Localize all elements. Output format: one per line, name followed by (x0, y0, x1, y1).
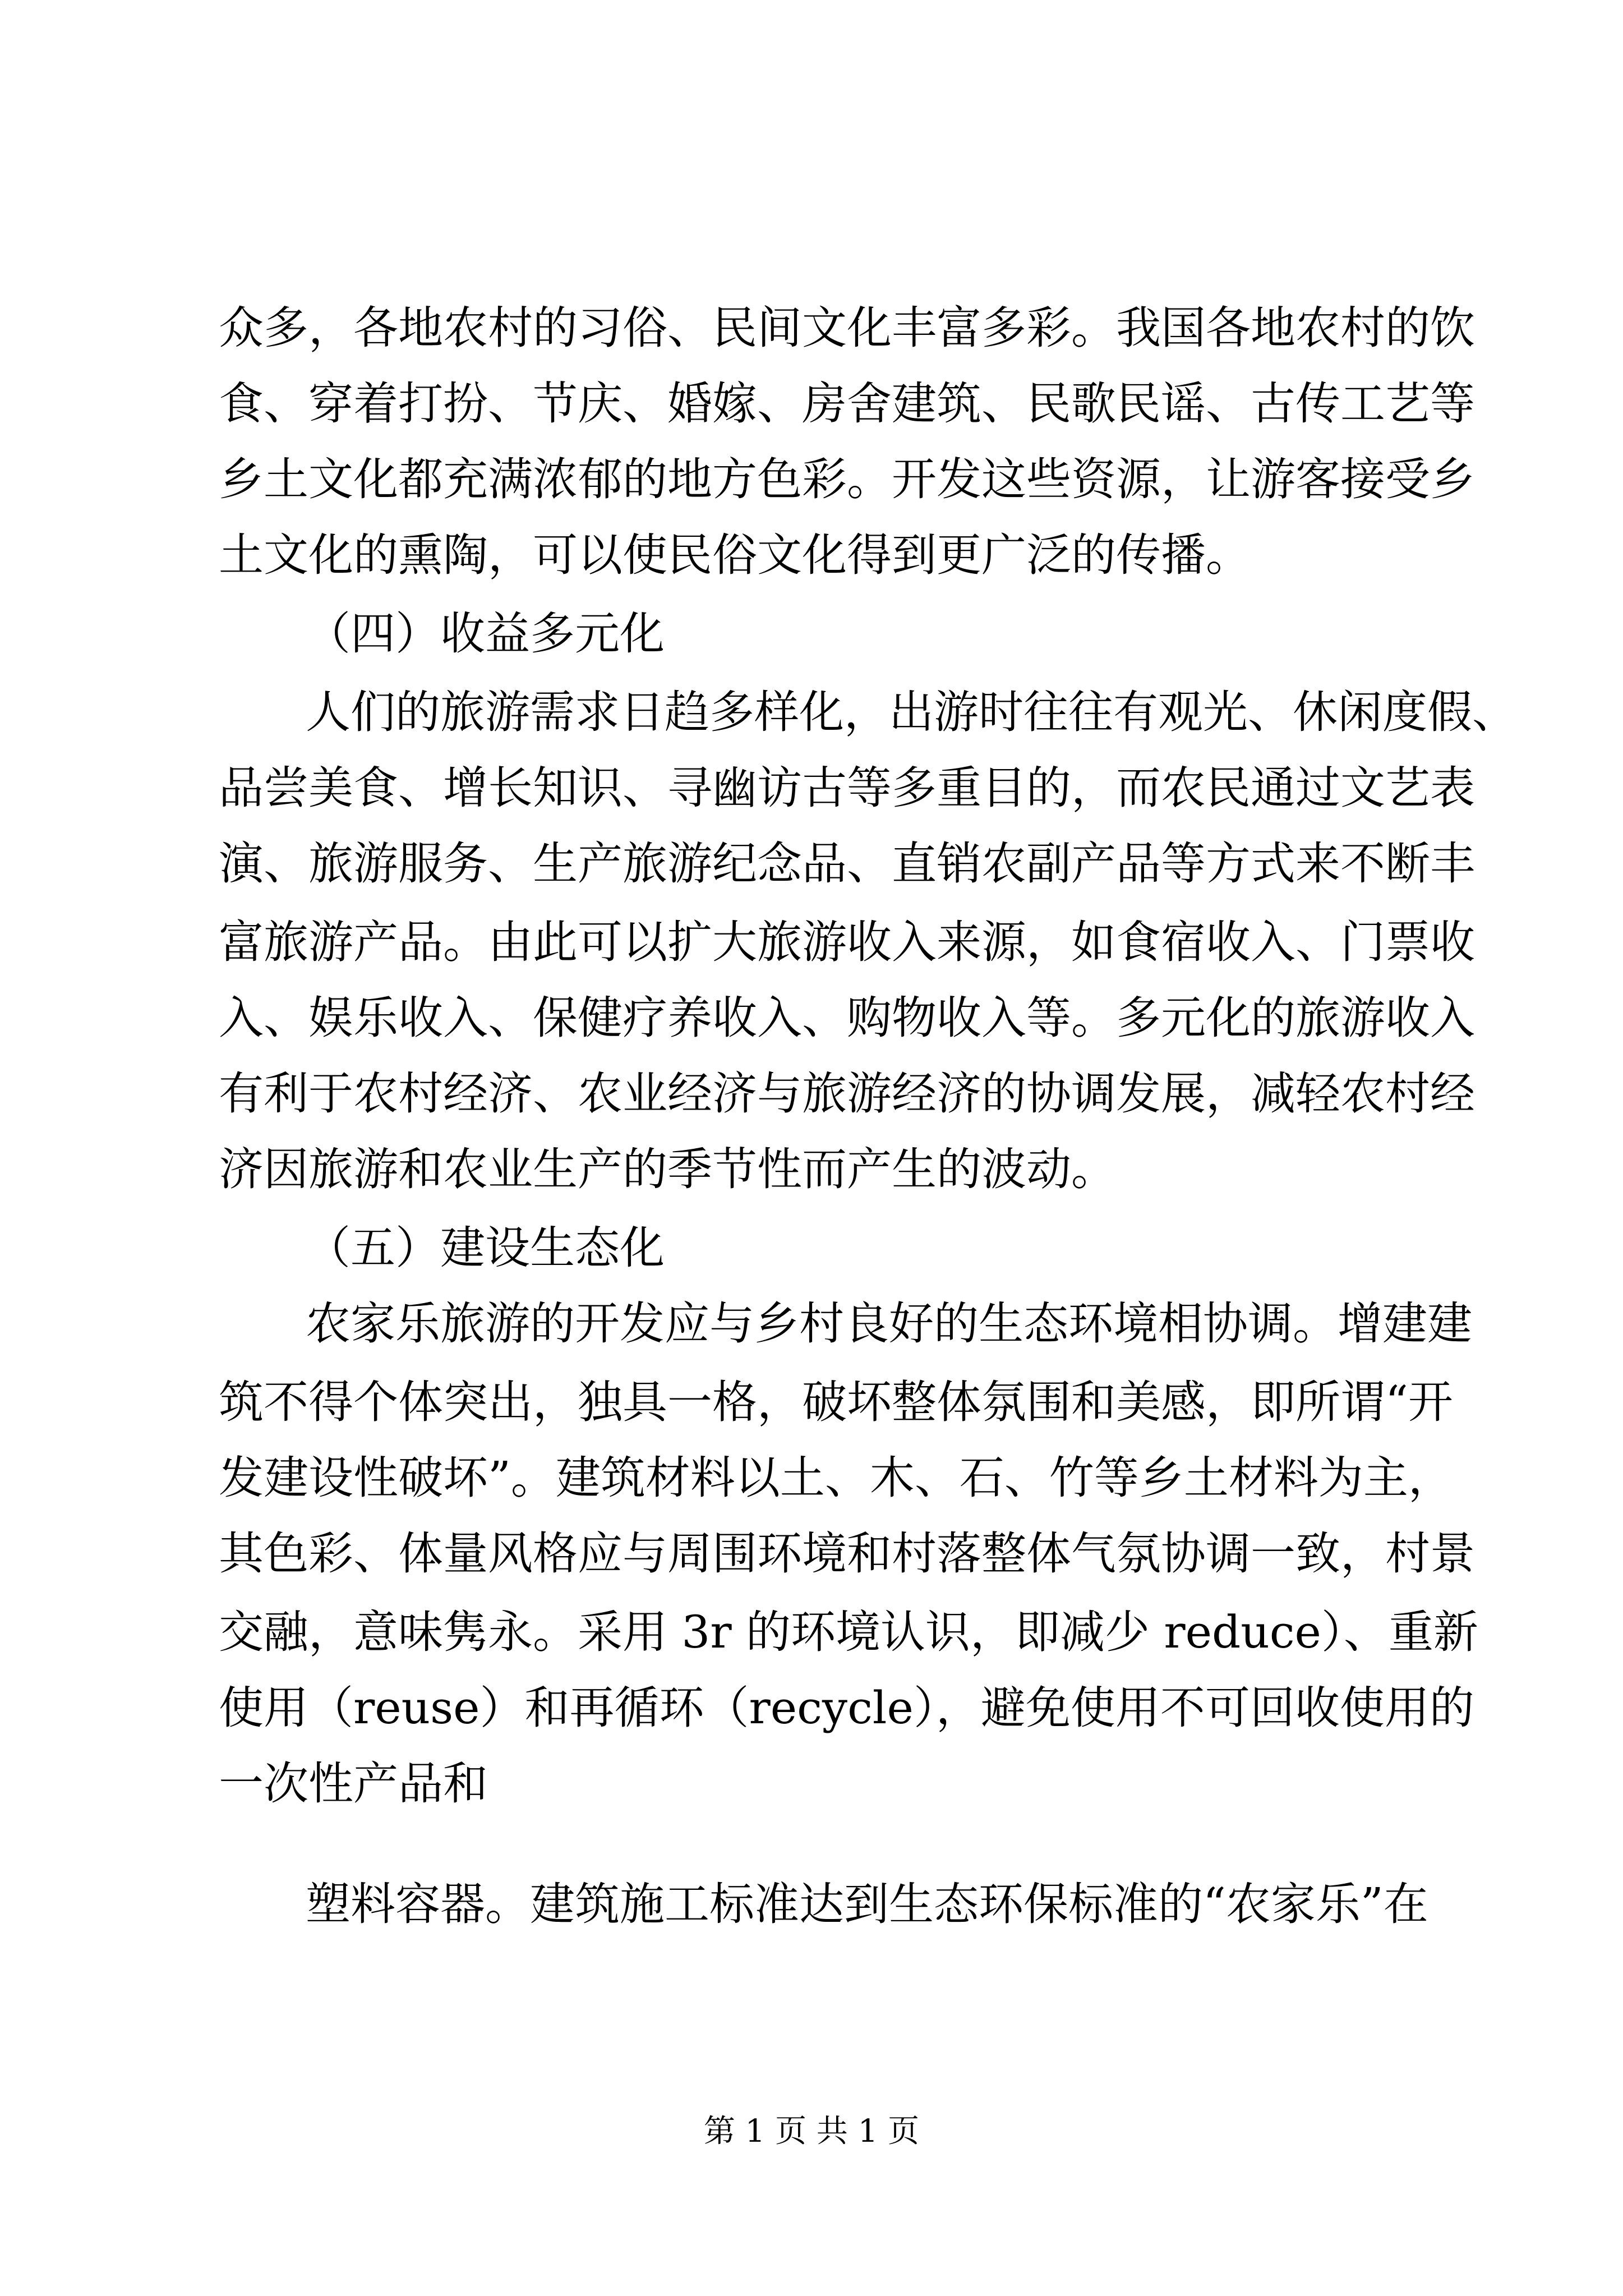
text-line: 品尝美食、增长知识、寻幽访古等多重目的，而农民通过文艺表 (219, 762, 1475, 814)
section-heading: （四）收益多元化 (306, 608, 665, 660)
text-line: 富旅游产品。由此可以扩大旅游收入来源，如食宿收入、门票收 (219, 916, 1475, 968)
text-line: 一次性产品和 (219, 1757, 488, 1810)
text-line: 土文化的熏陶，可以使民俗文化得到更广泛的传播。 (219, 529, 1251, 581)
text-line: 人们的旅游需求日趋多样化，出游时往往有观光、休闲度假、 (306, 686, 1517, 738)
text-line: 有利于农村经济、农业经济与旅游经济的协调发展，减轻农村经 (219, 1068, 1475, 1120)
page-number-label: 第 1 页 共 1 页 (703, 2113, 920, 2150)
text-line: 入、娱乐收入、保健疗养收入、购物收入等。多元化的旅游收入 (219, 992, 1475, 1044)
text-line: 塑料容器。建筑施工标准达到生态环保标准的“农家乐”在 (306, 1878, 1428, 1930)
text-line: 济因旅游和农业生产的季节性而产生的波动。 (219, 1143, 1116, 1195)
section-heading: （五）建设生态化 (306, 1222, 665, 1274)
text-line: 食、穿着打扮、节庆、婚嫁、房舍建筑、民歌民谣、古传工艺等 (219, 378, 1475, 430)
text-line: 使用（reuse）和再循环（recycle），避免使用不可回收使用的 (219, 1682, 1474, 1734)
text-line: 农家乐旅游的开发应与乡村良好的生态环境相协调。增建建 (306, 1297, 1472, 1350)
text-line: 交融，意味隽永。采用 3r 的环境认识，即减少 reduce）、重新 (219, 1606, 1478, 1658)
text-line: 众多，各地农村的习俗、民间文化丰富多彩。我国各地农村的饮 (219, 302, 1475, 354)
text-line: 演、旅游服务、生产旅游纪念品、直销农副产品等方式来不断丰 (219, 838, 1475, 890)
text-line: 筑不得个体突出，独具一格，破坏整体氛围和美感，即所谓“开 (219, 1376, 1453, 1428)
text-line: 发建设性破坏”。建筑材料以土、木、石、竹等乡土材料为主， (219, 1452, 1453, 1504)
page-footer (0, 2109, 1623, 2154)
text-line: 乡土文化都充满浓郁的地方色彩。开发这些资源，让游客接受乡 (219, 453, 1475, 505)
text-line: 其色彩、体量风格应与周围环境和村落整体气氛协调一致，村景 (219, 1527, 1475, 1580)
